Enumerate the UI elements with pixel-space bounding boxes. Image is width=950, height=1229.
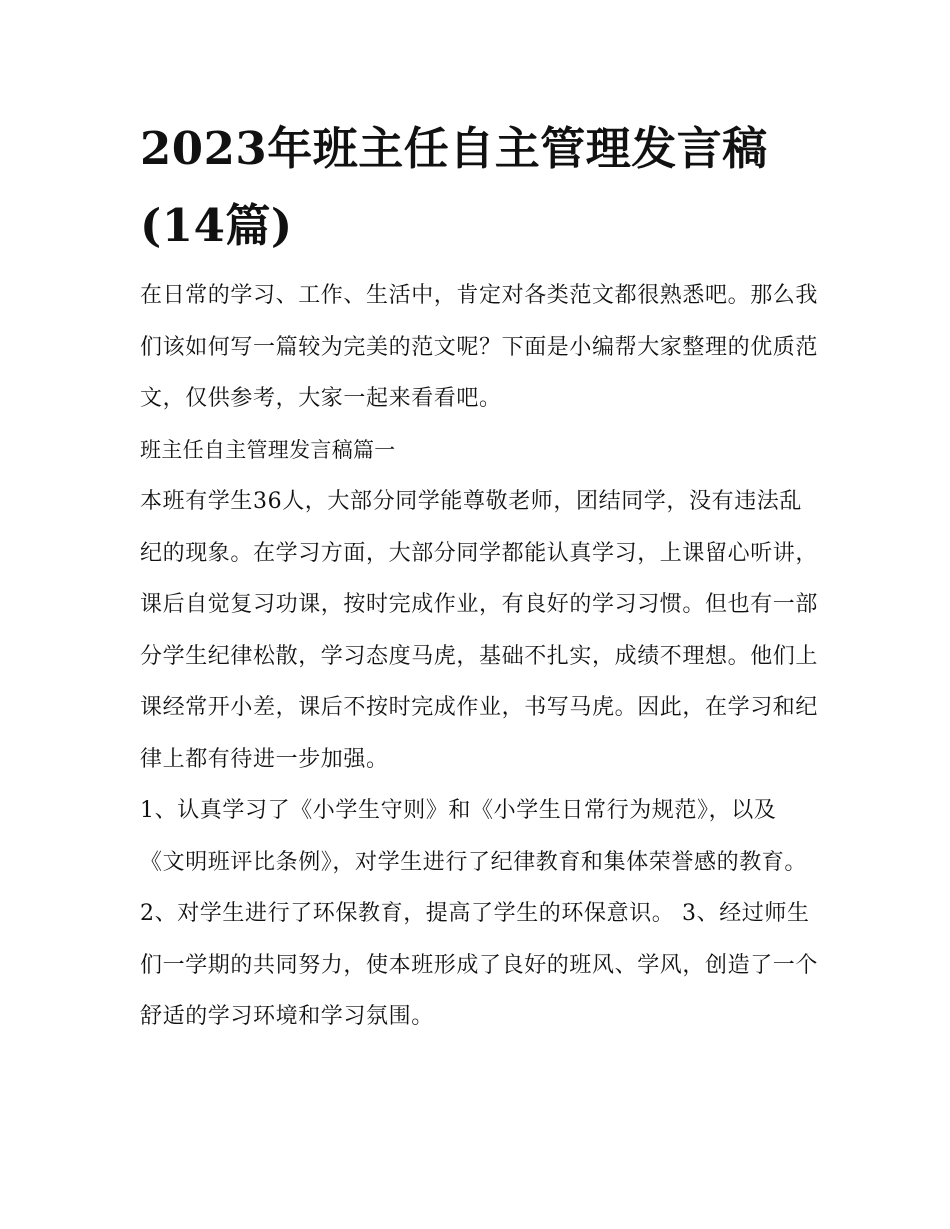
- body-paragraph-3: 2、对学生进行了环保教育，提高了学生的环保意识。 3、经过师生们一学期的共同努力，使本班形成了良好的班风、学风，创造了一个舒适的学习环境和学习氛围。: [140, 901, 819, 1029]
- section-heading: 班主任自主管理发言稿篇一: [140, 437, 396, 462]
- document-body: [140, 270, 820, 1043]
- document-title: 2023年班主任自主管理发言稿(14篇): [140, 122, 768, 252]
- document-page: [140, 110, 820, 1043]
- intro-paragraph: 在日常的学习、工作、生活中，肯定对各类范文都很熟悉吧。那么我们该如何写一篇较为完美的范文呢？下面是小编帮大家整理的优质范文，仅供参考，大家一起来看看吧。: [140, 283, 819, 411]
- body-paragraph-1: 本班有学生36人，大部分同学能尊敬老师，团结同学，没有违法乱纪的现象。在学习方面，大部分同学都能认真学习，上课留心听讲，课后自觉复习功课，按时完成作业，有良好的学习习惯。但也有一部分学生纪律松散，学习态度马虎，基础不扎实，成绩不理想。他们上课经常开小差，课后不按时完成作业，书写马虎。因此，在学习和纪律上都有待进一步加强。: [140, 489, 819, 772]
- body-paragraph-2: 1、认真学习了《小学生守则》和《小学生日常行为规范》，以及《文明班评比条例》，对学生进行了纪律教育和集体荣誉感的教育。: [140, 798, 808, 875]
